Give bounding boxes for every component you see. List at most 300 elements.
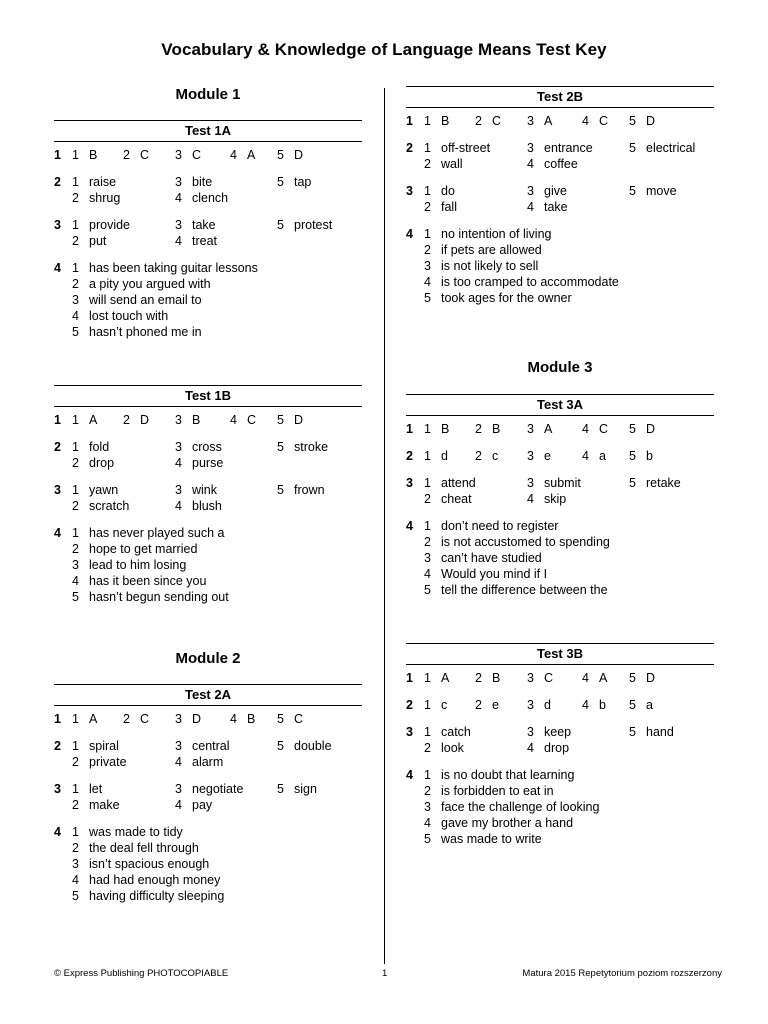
test-block bbox=[54, 684, 362, 904]
answer-text: treat bbox=[192, 234, 218, 248]
item-number: 4 bbox=[424, 275, 431, 289]
item-number: 4 bbox=[582, 114, 589, 128]
item-number: 3 bbox=[72, 857, 79, 871]
answer-text: is not likely to sell bbox=[441, 259, 539, 273]
answer-text: D bbox=[646, 671, 656, 685]
item-number: 3 bbox=[527, 725, 534, 739]
item-number: 3 bbox=[175, 413, 182, 427]
item-number: 4 bbox=[582, 698, 589, 712]
item-number: 3 bbox=[175, 175, 182, 189]
exercise bbox=[406, 475, 714, 507]
answer-line bbox=[406, 156, 714, 172]
answer-text: the deal fell through bbox=[89, 841, 199, 855]
answer-text: fall bbox=[441, 200, 457, 214]
item-number: 5 bbox=[277, 782, 284, 796]
answer-text: b bbox=[599, 698, 606, 712]
answer-text: has it been since you bbox=[89, 574, 207, 588]
item-number: 3 bbox=[527, 114, 534, 128]
answer-text: negotiate bbox=[192, 782, 244, 796]
answer-line bbox=[406, 199, 714, 215]
exercise bbox=[54, 147, 362, 163]
item-number: 1 bbox=[72, 526, 79, 540]
test-block bbox=[54, 385, 362, 605]
answer-text: has been taking guitar lessons bbox=[89, 261, 258, 275]
answer-text: drop bbox=[544, 741, 570, 755]
answer-line bbox=[54, 308, 362, 324]
answer-text: alarm bbox=[192, 755, 224, 769]
item-number: 5 bbox=[629, 114, 636, 128]
answer-text: sign bbox=[294, 782, 317, 796]
item-number: 4 bbox=[230, 413, 237, 427]
answer-line bbox=[54, 190, 362, 206]
answer-text: was made to tidy bbox=[89, 825, 183, 839]
item-number: 1 bbox=[424, 114, 431, 128]
answer-text: lost touch with bbox=[89, 309, 169, 323]
item-number: 1 bbox=[424, 671, 431, 685]
exercise-number: 4 bbox=[54, 825, 61, 839]
item-number: 5 bbox=[72, 889, 79, 903]
test-block bbox=[406, 394, 714, 598]
answer-text: face the challenge of looking bbox=[441, 800, 600, 814]
item-number: 4 bbox=[527, 157, 534, 171]
answer-text: C bbox=[192, 148, 202, 162]
answer-text: tell the difference between the bbox=[441, 583, 608, 597]
item-number: 1 bbox=[424, 698, 431, 712]
item-number: 3 bbox=[72, 293, 79, 307]
answer-text: make bbox=[89, 798, 120, 812]
exercise-number: 4 bbox=[406, 227, 413, 241]
exercise-number: 2 bbox=[406, 141, 413, 155]
item-number: 3 bbox=[175, 148, 182, 162]
item-number: 4 bbox=[527, 200, 534, 214]
answer-line bbox=[54, 856, 362, 872]
exercise-number: 1 bbox=[406, 422, 413, 436]
item-number: 4 bbox=[175, 234, 182, 248]
exercise-number: 1 bbox=[54, 712, 61, 726]
answer-line bbox=[406, 448, 714, 464]
item-number: 2 bbox=[72, 798, 79, 812]
item-number: 5 bbox=[277, 148, 284, 162]
exercise-number: 3 bbox=[406, 725, 413, 739]
exercise bbox=[54, 738, 362, 770]
exercise bbox=[406, 183, 714, 215]
item-number: 3 bbox=[424, 800, 431, 814]
answer-text: attend bbox=[441, 476, 476, 490]
answer-text: had had enough money bbox=[89, 873, 221, 887]
item-number: 5 bbox=[629, 476, 636, 490]
answer-text: D bbox=[294, 148, 304, 162]
exercise bbox=[54, 174, 362, 206]
item-number: 2 bbox=[123, 712, 130, 726]
item-number: 5 bbox=[629, 725, 636, 739]
answer-text: skip bbox=[544, 492, 567, 506]
answer-line bbox=[54, 292, 362, 308]
item-number: 5 bbox=[629, 141, 636, 155]
answer-text: D bbox=[294, 413, 304, 427]
exercise bbox=[406, 113, 714, 129]
answer-line bbox=[54, 412, 362, 428]
answer-line bbox=[406, 475, 714, 491]
footer-copyright: © Express Publishing PHOTOCOPIABLE bbox=[54, 968, 229, 979]
answer-line bbox=[406, 113, 714, 129]
exercise-number: 3 bbox=[406, 476, 413, 490]
answer-text: isn’t spacious enough bbox=[89, 857, 210, 871]
exercise-number: 3 bbox=[54, 218, 61, 232]
item-number: 3 bbox=[175, 440, 182, 454]
answer-text: D bbox=[646, 422, 656, 436]
answer-text: double bbox=[294, 739, 332, 753]
answer-line bbox=[54, 573, 362, 589]
answer-text: B bbox=[441, 114, 450, 128]
exercise-number: 2 bbox=[406, 449, 413, 463]
exercise-number: 2 bbox=[54, 739, 61, 753]
item-number: 4 bbox=[527, 741, 534, 755]
item-number: 5 bbox=[277, 413, 284, 427]
exercise-number: 3 bbox=[54, 782, 61, 796]
item-number: 3 bbox=[424, 551, 431, 565]
item-number: 4 bbox=[230, 712, 237, 726]
answer-text: raise bbox=[89, 175, 117, 189]
answer-text: private bbox=[89, 755, 127, 769]
item-number: 2 bbox=[72, 277, 79, 291]
answer-text: put bbox=[89, 234, 107, 248]
exercise bbox=[54, 824, 362, 904]
answer-text: is not accustomed to spending bbox=[441, 535, 610, 549]
item-number: 3 bbox=[527, 698, 534, 712]
answer-line bbox=[54, 872, 362, 888]
exercise bbox=[54, 711, 362, 727]
answer-line bbox=[406, 534, 714, 550]
answer-text: hasn’t phoned me in bbox=[89, 325, 202, 339]
item-number: 1 bbox=[72, 440, 79, 454]
item-number: 5 bbox=[629, 698, 636, 712]
item-number: 1 bbox=[72, 825, 79, 839]
item-number: 4 bbox=[230, 148, 237, 162]
exercise-number: 4 bbox=[54, 261, 61, 275]
answer-line bbox=[406, 740, 714, 756]
item-number: 1 bbox=[72, 218, 79, 232]
exercise bbox=[54, 482, 362, 514]
item-number: 1 bbox=[72, 483, 79, 497]
answer-text: C bbox=[294, 712, 304, 726]
answer-text: having difficulty sleeping bbox=[89, 889, 225, 903]
answer-text: look bbox=[441, 741, 464, 755]
item-number: 4 bbox=[424, 816, 431, 830]
item-number: 2 bbox=[475, 449, 482, 463]
item-number: 5 bbox=[629, 671, 636, 685]
answer-text: e bbox=[544, 449, 551, 463]
item-number: 2 bbox=[123, 413, 130, 427]
document-title: Vocabulary & Knowledge of Language Means Test Key bbox=[161, 40, 607, 59]
answer-text: A bbox=[247, 148, 256, 162]
item-number: 1 bbox=[72, 712, 79, 726]
answer-text: C bbox=[140, 148, 150, 162]
answer-text: B bbox=[492, 422, 501, 436]
answer-line bbox=[54, 589, 362, 605]
test-header: Test 1B bbox=[54, 385, 362, 407]
answer-text: B bbox=[492, 671, 501, 685]
exercise bbox=[406, 140, 714, 172]
item-number: 2 bbox=[475, 698, 482, 712]
item-number: 1 bbox=[424, 476, 431, 490]
answer-text: spiral bbox=[89, 739, 119, 753]
item-number: 2 bbox=[72, 234, 79, 248]
answer-text: coffee bbox=[544, 157, 578, 171]
footer-book-title: Matura 2015 Repetytorium poziom rozszerzony bbox=[522, 968, 722, 979]
exercise-number: 2 bbox=[54, 175, 61, 189]
item-number: 1 bbox=[424, 725, 431, 739]
answer-text: A bbox=[441, 671, 450, 685]
answer-text: entrance bbox=[544, 141, 593, 155]
answer-text: cheat bbox=[441, 492, 472, 506]
answer-text: a pity you argued with bbox=[89, 277, 211, 291]
item-number: 1 bbox=[424, 519, 431, 533]
exercise-number: 1 bbox=[54, 413, 61, 427]
answer-text: wink bbox=[192, 483, 218, 497]
item-number: 5 bbox=[72, 590, 79, 604]
item-number: 4 bbox=[175, 499, 182, 513]
item-number: 1 bbox=[72, 413, 79, 427]
answer-line bbox=[54, 888, 362, 904]
answer-line bbox=[54, 541, 362, 557]
answer-text: shrug bbox=[89, 191, 121, 205]
exercise-number: 3 bbox=[406, 184, 413, 198]
answer-line bbox=[406, 670, 714, 686]
exercise-number: 1 bbox=[54, 148, 61, 162]
answer-text: A bbox=[544, 114, 553, 128]
exercise bbox=[54, 260, 362, 340]
answer-text: lead to him losing bbox=[89, 558, 187, 572]
answer-text: catch bbox=[441, 725, 471, 739]
item-number: 1 bbox=[424, 184, 431, 198]
answer-text: took ages for the owner bbox=[441, 291, 572, 305]
answer-line bbox=[54, 498, 362, 514]
exercise bbox=[406, 226, 714, 306]
item-number: 5 bbox=[72, 325, 79, 339]
item-number: 1 bbox=[424, 141, 431, 155]
answer-text: gave my brother a hand bbox=[441, 816, 574, 830]
answer-text: if pets are allowed bbox=[441, 243, 542, 257]
answer-text: B bbox=[441, 422, 450, 436]
answer-line bbox=[54, 797, 362, 813]
item-number: 1 bbox=[72, 148, 79, 162]
answer-text: was made to write bbox=[441, 832, 542, 846]
answer-text: keep bbox=[544, 725, 572, 739]
item-number: 5 bbox=[629, 422, 636, 436]
item-number: 2 bbox=[424, 535, 431, 549]
answer-line bbox=[406, 226, 714, 242]
answer-text: a bbox=[599, 449, 606, 463]
answer-line bbox=[406, 799, 714, 815]
answer-line bbox=[406, 831, 714, 847]
answer-text: drop bbox=[89, 456, 115, 470]
item-number: 4 bbox=[582, 422, 589, 436]
test-header: Test 2A bbox=[54, 684, 362, 706]
item-number: 1 bbox=[72, 175, 79, 189]
answer-text: D bbox=[646, 114, 656, 128]
answer-text: can’t have studied bbox=[441, 551, 542, 565]
exercise bbox=[406, 767, 714, 847]
answer-line bbox=[54, 840, 362, 856]
answer-text: bite bbox=[192, 175, 213, 189]
answer-text: move bbox=[646, 184, 677, 198]
item-number: 2 bbox=[123, 148, 130, 162]
item-number: 3 bbox=[527, 141, 534, 155]
item-number: 2 bbox=[475, 671, 482, 685]
answer-line bbox=[406, 491, 714, 507]
item-number: 2 bbox=[424, 200, 431, 214]
answer-text: D bbox=[192, 712, 202, 726]
item-number: 3 bbox=[527, 422, 534, 436]
item-number: 3 bbox=[175, 218, 182, 232]
item-number: 2 bbox=[424, 243, 431, 257]
item-number: 2 bbox=[424, 492, 431, 506]
item-number: 3 bbox=[175, 712, 182, 726]
item-number: 3 bbox=[424, 259, 431, 273]
item-number: 5 bbox=[277, 218, 284, 232]
item-number: 4 bbox=[175, 191, 182, 205]
item-number: 4 bbox=[527, 492, 534, 506]
item-number: 5 bbox=[277, 739, 284, 753]
item-number: 3 bbox=[527, 476, 534, 490]
answer-text: clench bbox=[192, 191, 229, 205]
answer-text: tap bbox=[294, 175, 312, 189]
answer-line bbox=[406, 550, 714, 566]
module-heading: Module 2 bbox=[175, 650, 241, 667]
item-number: 4 bbox=[175, 456, 182, 470]
answer-line bbox=[54, 711, 362, 727]
item-number: 5 bbox=[424, 291, 431, 305]
answer-line bbox=[54, 738, 362, 754]
item-number: 3 bbox=[72, 558, 79, 572]
item-number: 1 bbox=[72, 739, 79, 753]
answer-text: c bbox=[441, 698, 448, 712]
answer-line bbox=[54, 260, 362, 276]
exercise bbox=[54, 439, 362, 471]
item-number: 3 bbox=[527, 671, 534, 685]
answer-text: no intention of living bbox=[441, 227, 552, 241]
item-number: 2 bbox=[424, 784, 431, 798]
answer-line bbox=[406, 767, 714, 783]
answer-text: take bbox=[192, 218, 216, 232]
answer-line bbox=[54, 324, 362, 340]
item-number: 4 bbox=[72, 574, 79, 588]
answer-text: cross bbox=[192, 440, 222, 454]
answer-text: is forbidden to eat in bbox=[441, 784, 554, 798]
item-number: 2 bbox=[72, 755, 79, 769]
answer-text: blush bbox=[192, 499, 222, 513]
exercise bbox=[406, 670, 714, 686]
answer-line bbox=[406, 724, 714, 740]
answer-text: C bbox=[544, 671, 554, 685]
answer-text: B bbox=[89, 148, 98, 162]
exercise bbox=[406, 448, 714, 464]
answer-text: has never played such a bbox=[89, 526, 225, 540]
item-number: 5 bbox=[277, 440, 284, 454]
answer-text: submit bbox=[544, 476, 581, 490]
answer-text: protest bbox=[294, 218, 333, 232]
answer-text: electrical bbox=[646, 141, 696, 155]
answer-text: is no doubt that learning bbox=[441, 768, 575, 782]
answer-text: take bbox=[544, 200, 568, 214]
answer-line bbox=[406, 582, 714, 598]
item-number: 1 bbox=[72, 261, 79, 275]
answer-line bbox=[406, 242, 714, 258]
answer-text: off-street bbox=[441, 141, 491, 155]
exercise-number: 4 bbox=[54, 526, 61, 540]
item-number: 2 bbox=[424, 157, 431, 171]
item-number: 1 bbox=[424, 449, 431, 463]
exercise-number: 1 bbox=[406, 671, 413, 685]
answer-line bbox=[54, 482, 362, 498]
item-number: 4 bbox=[72, 309, 79, 323]
item-number: 3 bbox=[527, 449, 534, 463]
item-number: 5 bbox=[629, 449, 636, 463]
footer-page-number: 1 bbox=[382, 968, 388, 979]
answer-text: let bbox=[89, 782, 103, 796]
item-number: 2 bbox=[72, 499, 79, 513]
answer-text: do bbox=[441, 184, 455, 198]
exercise bbox=[54, 217, 362, 249]
item-number: 1 bbox=[72, 782, 79, 796]
item-number: 4 bbox=[175, 755, 182, 769]
answer-text: A bbox=[89, 712, 98, 726]
answer-text: pay bbox=[192, 798, 213, 812]
exercise bbox=[406, 518, 714, 598]
answer-line bbox=[54, 557, 362, 573]
item-number: 3 bbox=[175, 483, 182, 497]
answer-line bbox=[406, 274, 714, 290]
answer-text: is too cramped to accommodate bbox=[441, 275, 619, 289]
exercise-number: 2 bbox=[54, 440, 61, 454]
item-number: 3 bbox=[175, 782, 182, 796]
answer-line bbox=[54, 525, 362, 541]
answer-text: purse bbox=[192, 456, 224, 470]
answer-line bbox=[406, 290, 714, 306]
answer-text: scratch bbox=[89, 499, 130, 513]
answer-text: hope to get married bbox=[89, 542, 198, 556]
item-number: 5 bbox=[629, 184, 636, 198]
answer-line bbox=[54, 276, 362, 292]
item-number: 1 bbox=[424, 227, 431, 241]
answer-line bbox=[406, 258, 714, 274]
item-number: 4 bbox=[72, 873, 79, 887]
answer-text: d bbox=[441, 449, 448, 463]
answer-line bbox=[54, 217, 362, 233]
answer-line bbox=[54, 233, 362, 249]
test-block bbox=[54, 120, 362, 340]
item-number: 4 bbox=[175, 798, 182, 812]
item-number: 5 bbox=[424, 832, 431, 846]
answer-text: A bbox=[544, 422, 553, 436]
answer-line bbox=[406, 815, 714, 831]
answer-text: A bbox=[89, 413, 98, 427]
item-number: 3 bbox=[175, 739, 182, 753]
answer-text: give bbox=[544, 184, 567, 198]
item-number: 2 bbox=[72, 841, 79, 855]
answer-text: don’t need to register bbox=[441, 519, 559, 533]
test-block bbox=[406, 86, 714, 306]
item-number: 1 bbox=[424, 768, 431, 782]
item-number: 2 bbox=[475, 422, 482, 436]
item-number: 3 bbox=[527, 184, 534, 198]
answer-text: C bbox=[599, 422, 609, 436]
exercise bbox=[54, 412, 362, 428]
exercise bbox=[406, 421, 714, 437]
item-number: 2 bbox=[72, 191, 79, 205]
test-header: Test 3A bbox=[406, 394, 714, 416]
answer-text: hasn’t begun sending out bbox=[89, 590, 229, 604]
